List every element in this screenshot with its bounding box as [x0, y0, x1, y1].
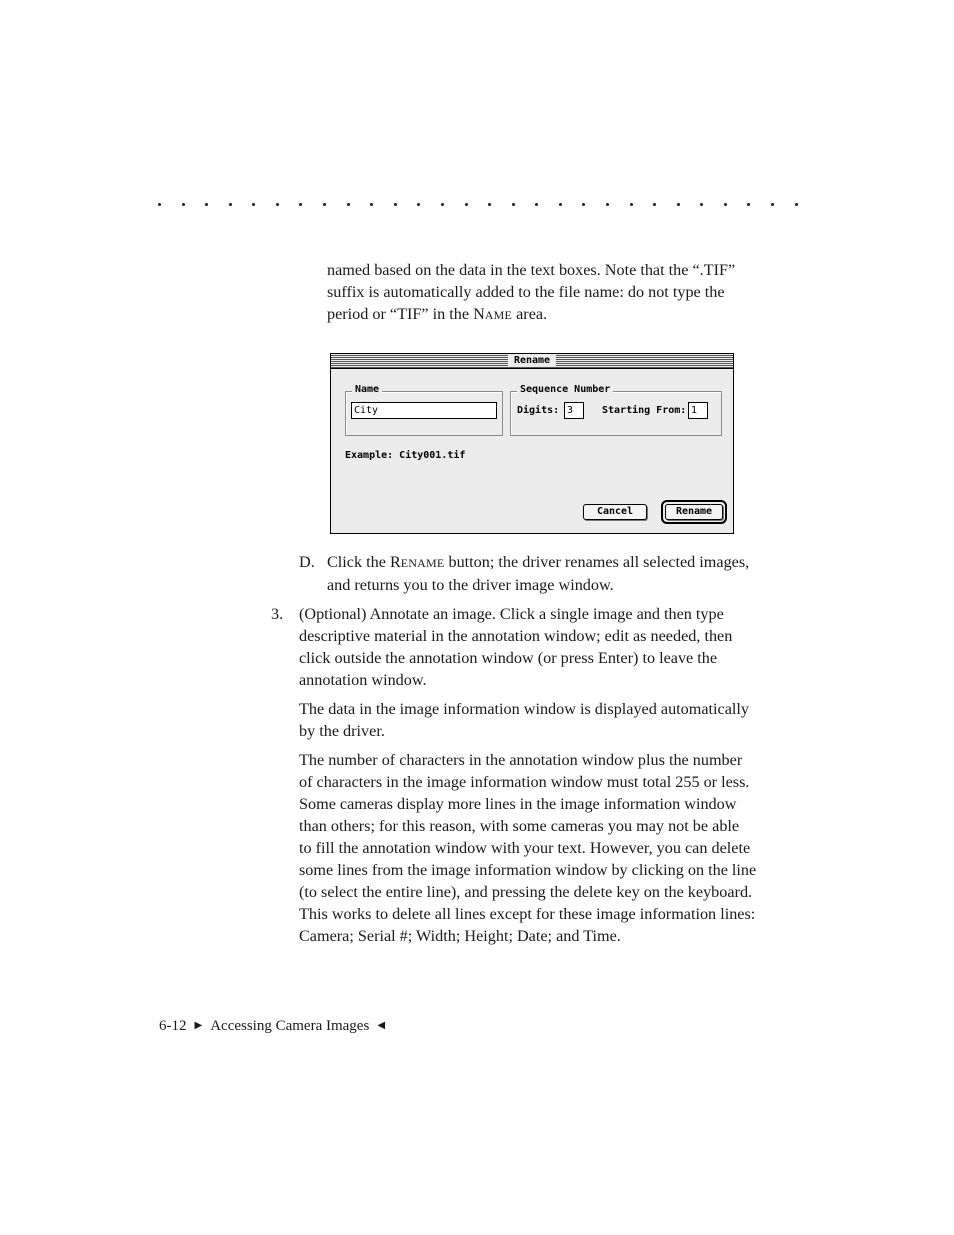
info-line: by the driver.	[299, 722, 385, 740]
page-number: 6-12	[159, 1018, 187, 1034]
chars-line: than others; for this reason, with some cameras you may not be able	[299, 817, 740, 835]
rename-dialog	[330, 353, 734, 534]
digits-label: Digits:	[517, 405, 560, 416]
step-3-marker: 3.	[271, 605, 284, 623]
sequence-group-label: Sequence Number	[517, 384, 613, 396]
chars-line: The number of characters in the annotation window plus the number	[299, 751, 743, 769]
sequence-number-group	[510, 384, 722, 436]
info-paragraph	[299, 698, 749, 742]
step-3-line: (Optional) Annotate an image. Click a single image and then type	[299, 605, 724, 623]
rename-button[interactable]: Rename	[665, 504, 723, 520]
example-text: Example: City001.tif	[345, 450, 466, 461]
digits-input[interactable]: 3	[564, 402, 584, 419]
chars-line: some lines from the image information window by clicking on the line	[299, 861, 757, 879]
step-d-line: and returns you to the driver image window.	[327, 576, 614, 594]
name-input[interactable]: City	[351, 402, 497, 419]
name-group-label: Name	[352, 384, 382, 396]
step-3-line: click outside the annotation window (or press Enter) to leave the	[299, 649, 718, 667]
characters-paragraph	[299, 749, 756, 947]
chars-line: Some cameras display more lines in the image information window	[299, 795, 737, 813]
chars-line: to fill the annotation window with your text. However, you can delete	[299, 839, 751, 857]
dialog-title: Rename	[508, 355, 556, 367]
chars-line: of characters in the image information window must total 255 or less.	[299, 773, 750, 791]
right-triangle-icon: ▶	[194, 1020, 203, 1031]
chars-line: This works to delete all lines except for these image information lines:	[299, 905, 756, 923]
step-3-line: descriptive material in the annotation window; edit as needed, then	[299, 627, 733, 645]
name-group	[345, 384, 503, 436]
dialog-titlebar	[331, 354, 733, 369]
step-3-line: annotation window.	[299, 671, 427, 689]
info-line: The data in the image information window is displayed automatically	[299, 700, 749, 718]
step-d-line: Click the RENAME button; the driver renames all selected images,	[327, 553, 750, 571]
section-title: Accessing Camera Images	[210, 1018, 370, 1034]
starting-from-label: Starting From:	[602, 405, 687, 416]
dotted-header-rule	[158, 203, 798, 206]
chars-line: Camera; Serial #; Width; Height; Date; and Time.	[299, 927, 621, 945]
step-d-text	[327, 551, 749, 596]
cancel-button[interactable]: Cancel	[583, 504, 647, 520]
step-3-text	[299, 603, 732, 691]
intro-line: period or “TIF” in the NAME area.	[327, 305, 548, 323]
chars-line: (to select the entire line), and pressing the delete key on the keyboard.	[299, 883, 753, 901]
intro-line: suffix is automatically added to the file name: do not type the	[327, 283, 725, 301]
page-footer	[159, 1016, 385, 1036]
left-triangle-icon: ◀	[377, 1020, 386, 1031]
starting-from-input[interactable]: 1	[688, 402, 708, 419]
step-d-marker: D.	[299, 553, 315, 571]
intro-paragraph	[327, 259, 735, 326]
intro-line: named based on the data in the text boxes. Note that the “.TIF”	[327, 261, 736, 279]
